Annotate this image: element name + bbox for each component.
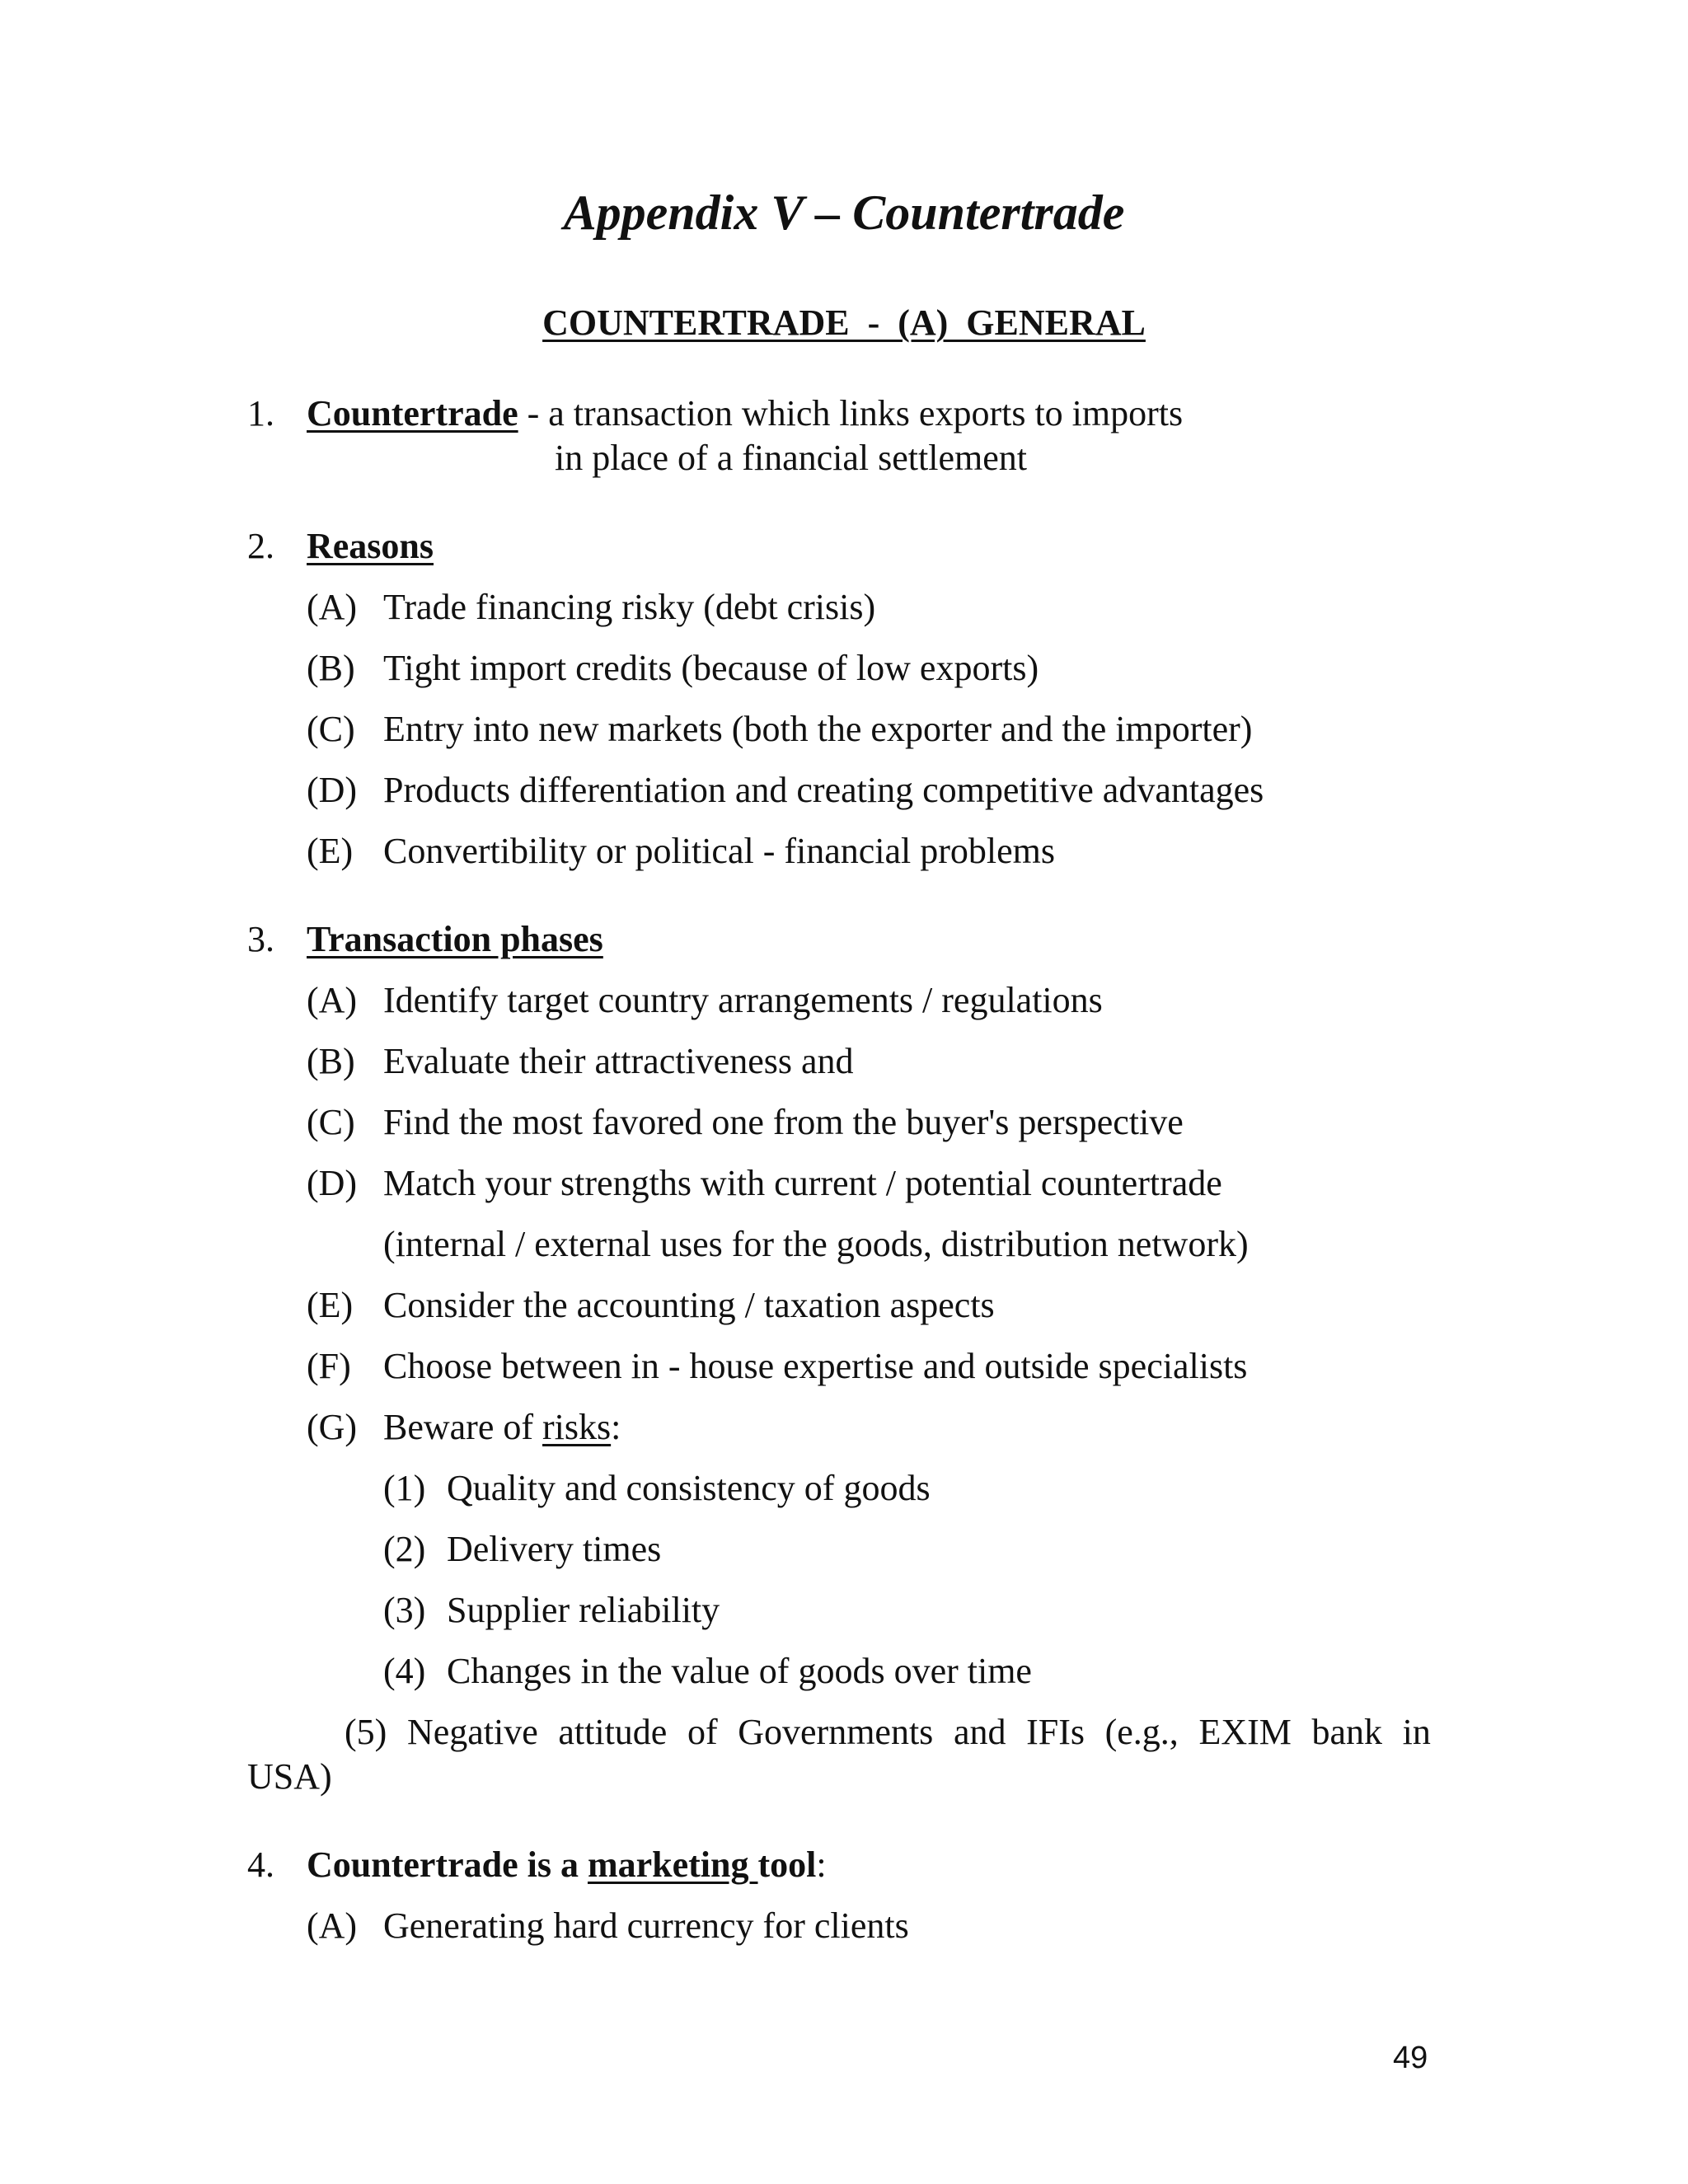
risk-5-wrap: USA) (247, 1756, 332, 1797)
item-text: Convertibility or political - financial problems (383, 831, 1056, 871)
section-number: 4. (247, 1844, 274, 1885)
item-text: Entry into new markets (both the exporter and the importer) (383, 709, 1253, 749)
item-text: Evaluate their attractiveness and (383, 1041, 854, 1081)
item-text: Match your strengths with current / potential countertrade (383, 1163, 1222, 1203)
section-heading: Transaction phases (307, 919, 603, 959)
item-text-colon: : (611, 1407, 621, 1447)
item-letter: (C) (307, 1102, 355, 1142)
risk-word: (e.g., (1104, 1712, 1179, 1752)
item-text: Generating hard currency for clients (383, 1905, 909, 1946)
risk-word: EXIM (1198, 1712, 1292, 1752)
item-letter: (D) (307, 770, 358, 810)
item-text-wrap (383, 1409, 621, 1446)
marketing-underlined: marketing (587, 1844, 758, 1885)
item-text: Trade financing risky (debt crisis) (383, 587, 876, 627)
item-continuation: (internal / external uses for the goods, distribution network) (383, 1224, 1249, 1264)
risk-number: (2) (383, 1529, 426, 1569)
item-text: Consider the accounting / taxation aspects (383, 1285, 995, 1325)
item-letter: (G) (307, 1407, 358, 1447)
item-letter: (F) (307, 1346, 351, 1386)
risk-word: of (687, 1712, 718, 1752)
item-letter: (A) (307, 1905, 358, 1946)
item-text: Products differentiation and creating competitive advantages (383, 770, 1264, 810)
item-letter: (E) (307, 831, 354, 871)
definition-text: - a transaction which links exports to imports (518, 393, 1184, 434)
section-heading-end: tool (757, 1844, 817, 1885)
section-subtitle (0, 302, 1688, 343)
section-number: 3. (247, 919, 274, 959)
risk-text: Supplier reliability (447, 1590, 720, 1630)
risk-number: (4) (383, 1651, 426, 1691)
page-number: 49 (1393, 2041, 1428, 2075)
risk-number: (3) (383, 1590, 426, 1630)
item-text: Choose between in - house expertise and outside specialists (383, 1346, 1248, 1386)
heading-colon: : (816, 1844, 827, 1885)
item-letter: (E) (307, 1285, 354, 1325)
risk-word: bank (1311, 1712, 1383, 1752)
item-text: Find the most favored one from the buyer's perspective (383, 1102, 1184, 1142)
section-heading: Reasons (307, 526, 434, 566)
risks-link-text: risks (542, 1407, 612, 1447)
section-number: 1. (247, 393, 274, 434)
item-text: Identify target country arrangements / regulations (383, 980, 1103, 1020)
risk-word: Negative (406, 1712, 538, 1752)
risk-text: Delivery times (447, 1529, 662, 1569)
section-heading-wrap (307, 393, 1184, 434)
item-text: Beware of (383, 1407, 543, 1447)
risk-text: Changes in the value of goods over time (447, 1651, 1032, 1691)
section-heading: Countertrade is a (307, 1844, 588, 1885)
item-letter: (C) (307, 709, 355, 749)
risk-word: and (953, 1712, 1006, 1752)
page-title: Appendix V – Countertrade (563, 185, 1125, 240)
risk-text: Quality and consistency of goods (447, 1468, 931, 1508)
risk-item-5 (345, 1714, 1431, 1750)
risk-word: IFIs (1026, 1712, 1085, 1752)
item-letter: (A) (307, 980, 358, 1020)
risk-number: (5) (345, 1712, 387, 1752)
risk-word: in (1402, 1712, 1431, 1752)
subtitle-text: COUNTERTRADE - (A) GENERAL (542, 302, 1146, 343)
item-text: Tight import credits (because of low exports) (383, 648, 1039, 688)
risk-number: (1) (383, 1468, 426, 1508)
section-heading-wrap (307, 1844, 827, 1885)
section-number: 2. (247, 526, 274, 566)
item-letter: (B) (307, 1041, 355, 1081)
risk-word: attitude (558, 1712, 668, 1752)
item-letter: (B) (307, 648, 355, 688)
section-heading: Countertrade (307, 393, 518, 434)
definition-continuation: in place of a financial settlement (555, 438, 1027, 478)
item-letter: (D) (307, 1163, 358, 1203)
item-letter: (A) (307, 587, 358, 627)
risk-word: Governments (738, 1712, 934, 1752)
